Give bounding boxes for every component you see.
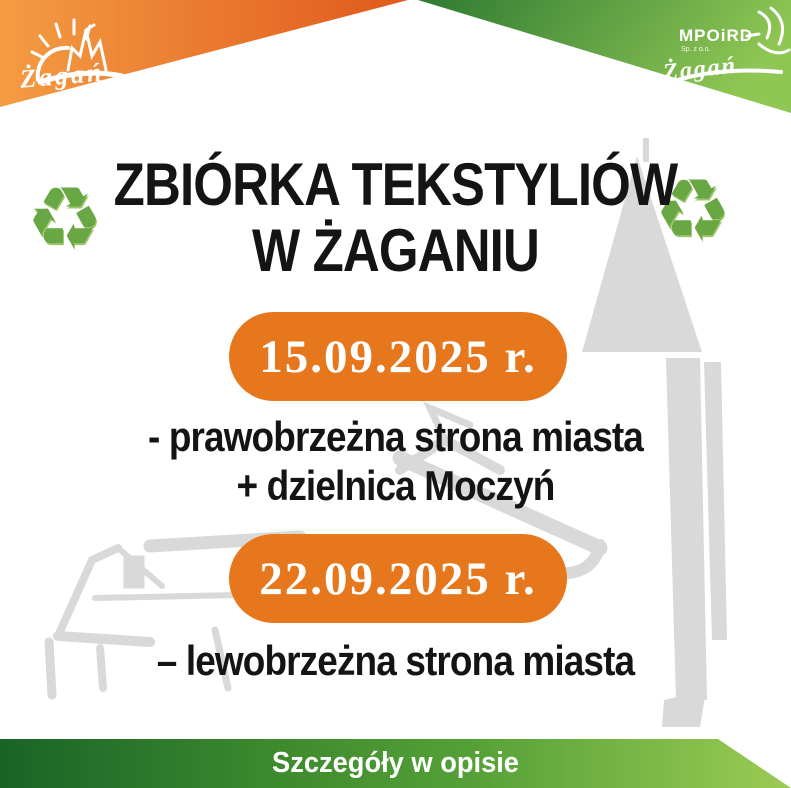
footer-note: Szczegóły w opisie xyxy=(272,747,519,779)
sketch-line-2 xyxy=(58,548,118,636)
page-title xyxy=(59,152,731,284)
date-badge-2 xyxy=(229,534,567,623)
footer-banner xyxy=(0,739,791,788)
tower-base xyxy=(662,690,706,727)
recycle-icon: ♻ xyxy=(654,161,732,261)
company-legal-form: Sp. z o.o. xyxy=(681,46,711,53)
recycle-icon: ♻ xyxy=(26,169,104,269)
page-title-line1: ZBIÓRKA TEKSTYLIÓW xyxy=(113,151,678,218)
mpoird-logo xyxy=(655,6,791,106)
collection-2-description xyxy=(47,636,743,685)
collection-2-line-1: – lewobrzeżna strona miasta xyxy=(156,637,635,684)
collection-1-description xyxy=(47,412,743,510)
zagan-city-logo xyxy=(10,8,130,100)
date-badge-1 xyxy=(229,312,567,401)
page-title-line2: W ŻAGANIU xyxy=(252,217,539,284)
collection-1-line-2: + dzielnica Moczyń xyxy=(236,462,555,509)
sketch-block xyxy=(124,556,144,588)
date-2: 22.09.2025 r. xyxy=(259,552,537,605)
company-name: MPOiRD xyxy=(679,26,753,45)
date-1: 15.09.2025 r. xyxy=(259,330,537,383)
footer-corner-cut xyxy=(0,739,791,788)
company-logo-signature: Żagań xyxy=(661,52,739,87)
collection-1-line-1: - prawobrzeżna strona miasta xyxy=(148,413,643,460)
city-logo-signature: Żagań xyxy=(18,57,106,94)
